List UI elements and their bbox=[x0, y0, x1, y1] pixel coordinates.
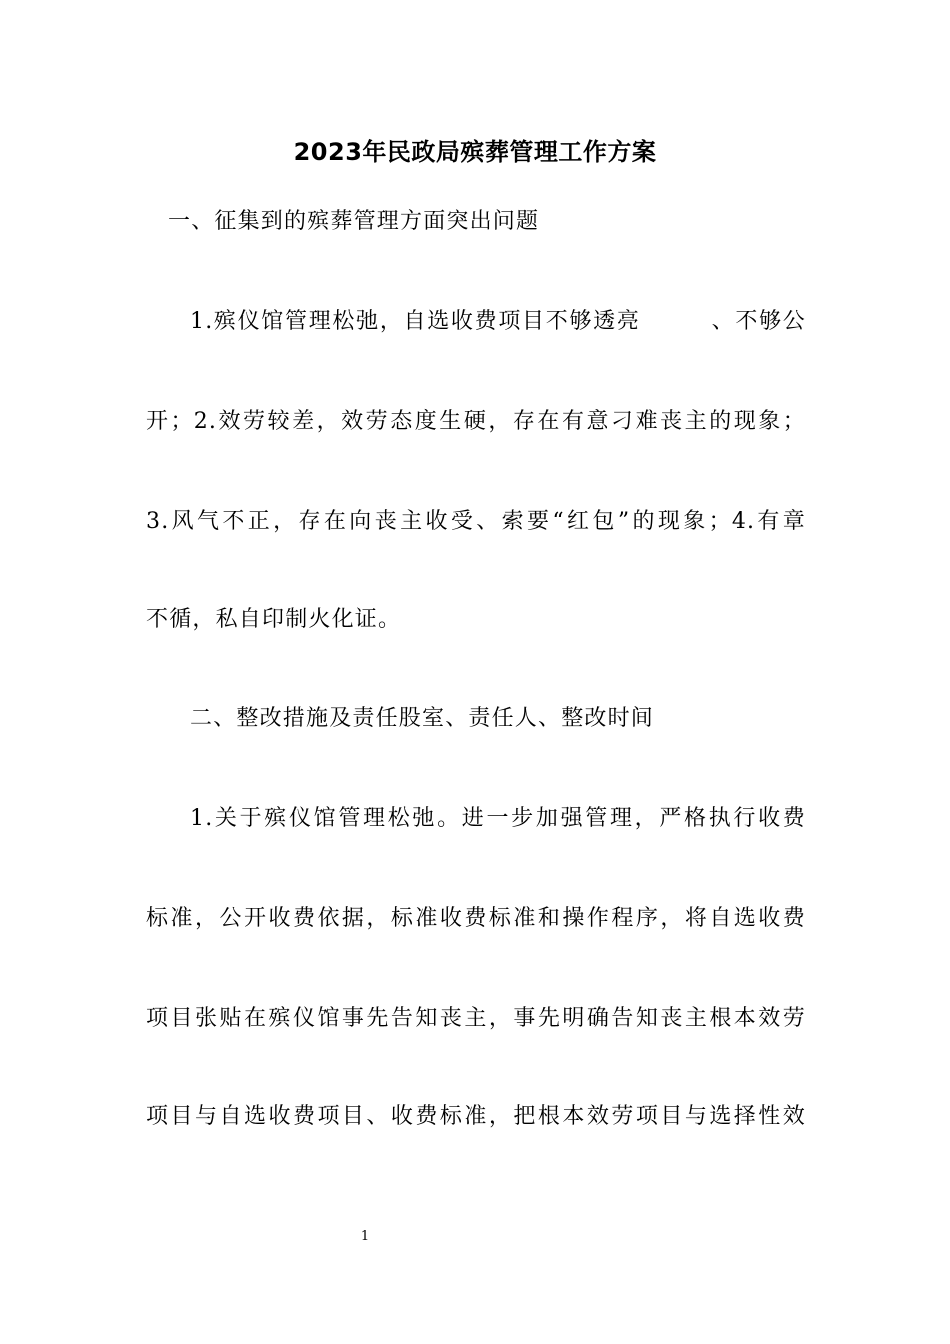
paragraph-line: 不循，私自印制火化证。 bbox=[146, 607, 402, 632]
paragraph-line: 开；2.效劳较差，效劳态度生硬，存在有意刁难丧主的现象； bbox=[146, 409, 806, 434]
paragraph-line: 项目与自选收费项目、收费标准，把根本效劳项目与选择性效 bbox=[146, 1104, 806, 1129]
section-heading-2: 二、整改措施及责任股室、责任人、整改时间 bbox=[190, 706, 655, 731]
paragraph-line: 1.关于殡仪馆管理松弛。进一步加强管理，严格执行收费 bbox=[190, 806, 806, 831]
paragraph-line: 标准，公开收费依据，标准收费标准和操作程序，将自选收费 bbox=[146, 906, 806, 931]
section-heading-1: 一、征集到的殡葬管理方面突出问题 bbox=[168, 209, 540, 234]
page-number: 1 bbox=[360, 1229, 370, 1244]
document-title: 2023年民政局殡葬管理工作方案 bbox=[293, 138, 657, 166]
paragraph-line: 3.风气不正，存在向丧主收受、索要“红包”的现象；4.有章 bbox=[146, 509, 806, 534]
paragraph-line: 1.殡仪馆管理松弛，自选收费项目不够透亮 、不够公 bbox=[190, 309, 806, 334]
paragraph-line: 项目张贴在殡仪馆事先告知丧主，事先明确告知丧主根本效劳 bbox=[146, 1006, 806, 1031]
